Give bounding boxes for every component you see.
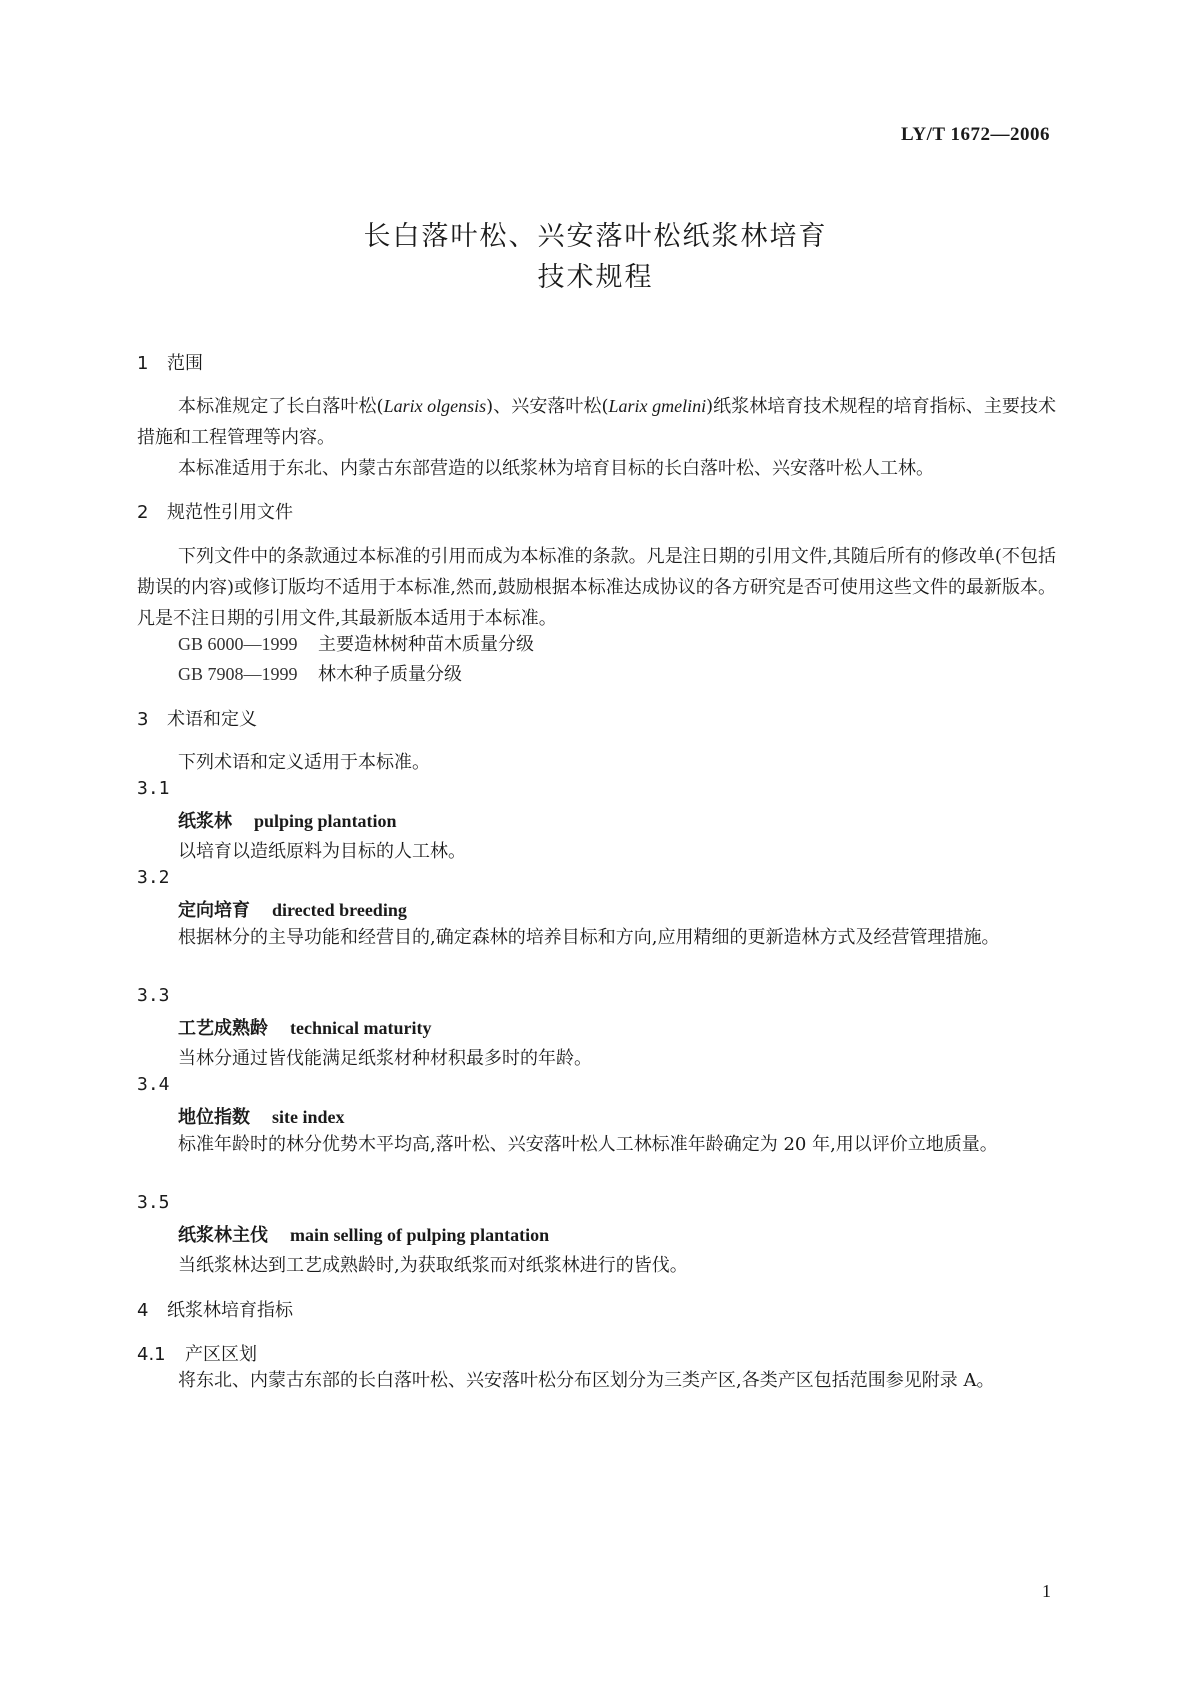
section-4-1-paragraph [137, 1365, 1056, 1396]
section-2-heading [137, 498, 293, 524]
term-definition: 以培育以造纸原料为目标的人工林。 [178, 841, 466, 862]
section-title: 术语和定义 [167, 709, 257, 730]
section-2-paragraph-1 [137, 541, 1056, 634]
section-1-paragraph-2 [137, 453, 1056, 484]
clause-number: 3.2 [137, 867, 170, 888]
term-heading [178, 1014, 431, 1040]
section-title: 产区区划 [185, 1344, 257, 1365]
document-title-line2: 技术规程 [537, 262, 654, 293]
page-number: 1 [1042, 1581, 1051, 1601]
clause-number: 3.4 [137, 1074, 170, 1095]
section-number: 1 [137, 353, 149, 374]
term-en: pulping plantation [254, 811, 397, 831]
term-zh: 纸浆林 [178, 811, 232, 832]
section-3-intro: 下列术语和定义适用于本标准。 [178, 752, 430, 773]
term-definition [137, 922, 1056, 953]
section-4-1-heading [137, 1340, 257, 1366]
section-title: 纸浆林培育指标 [167, 1300, 293, 1321]
reference-title: 林木种子质量分级 [318, 664, 462, 685]
reference-code: GB 7908—1999 [178, 664, 298, 684]
standard-code: LY/T 1672—2006 [900, 124, 1050, 145]
latin-name: Larix gmelini [608, 396, 707, 416]
text-run: 根据林分的主导功能和经营目的,确定森林的培养目标和方向,应用精细的更新造林方式及经营管理措施。 [178, 927, 1000, 948]
term-zh: 地位指数 [178, 1107, 250, 1128]
text-run: 标准年龄时的林分优势木平均高,落叶松、兴安落叶松人工林标准年龄确定为 20 年,用以评价立地质量。 [178, 1134, 998, 1155]
text-run: 将东北、内蒙古东部的长白落叶松、兴安落叶松分布区划分为三类产区,各类产区包括范围参见附录 A。 [178, 1370, 995, 1391]
term-definition: 当林分通过皆伐能满足纸浆材种材积最多时的年龄。 [178, 1048, 592, 1069]
text-run: 本标准适用于东北、内蒙古东部营造的以纸浆林为培育目标的长白落叶松、兴安落叶松人工林。 [178, 458, 934, 479]
term-en: technical maturity [290, 1018, 432, 1038]
section-number: 4.1 [137, 1344, 166, 1365]
text-run: 本标准规定了长白落叶松( [178, 396, 384, 417]
section-3-heading [137, 705, 257, 731]
text-run: 下列文件中的条款通过本标准的引用而成为本标准的条款。凡是注日期的引用文件,其随后所有的修改单(不包括勘误的内容)或修订版均不适用于本标准,然而,鼓励根据本标准达成协议的各方研究是否可使用这些文件的最新版本。凡是不注日期的引用文件,其最新版本适用于本标准。 [137, 546, 1056, 629]
section-title: 范围 [167, 353, 203, 374]
reference-item [178, 630, 534, 656]
term-heading [178, 1221, 549, 1247]
document-title-line1: 长白落叶松、兴安落叶松纸浆林培育 [363, 221, 828, 252]
reference-title: 主要造林树种苗木质量分级 [318, 634, 534, 655]
text-run: )纸浆林培育技术规程的培育指标、主要技术措施和工程管理等内容。 [137, 396, 1056, 448]
section-1-paragraph-1 [137, 391, 1056, 453]
term-heading [178, 896, 407, 922]
term-zh: 工艺成熟龄 [178, 1018, 268, 1039]
reference-code: GB 6000—1999 [178, 634, 298, 654]
section-number: 2 [137, 502, 149, 523]
term-heading [178, 1103, 345, 1129]
term-zh: 纸浆林主伐 [178, 1225, 268, 1246]
section-number: 3 [137, 709, 149, 730]
term-definition: 当纸浆林达到工艺成熟龄时,为获取纸浆而对纸浆林进行的皆伐。 [178, 1255, 688, 1276]
clause-number: 3.1 [137, 778, 170, 799]
text-run: )、兴安落叶松( [486, 396, 609, 417]
latin-name: Larix olgensis [383, 396, 487, 416]
clause-number: 3.5 [137, 1192, 170, 1213]
term-heading [178, 807, 397, 833]
section-1-heading [137, 349, 203, 375]
term-en: directed breeding [272, 900, 407, 920]
section-number: 4 [137, 1300, 149, 1321]
term-zh: 定向培育 [178, 900, 250, 921]
section-4-heading [137, 1296, 293, 1322]
clause-number: 3.3 [137, 985, 170, 1006]
term-en: main selling of pulping plantation [290, 1225, 550, 1245]
term-en: site index [272, 1107, 345, 1127]
term-definition [137, 1129, 1056, 1160]
reference-item [178, 660, 462, 686]
section-title: 规范性引用文件 [167, 502, 293, 523]
